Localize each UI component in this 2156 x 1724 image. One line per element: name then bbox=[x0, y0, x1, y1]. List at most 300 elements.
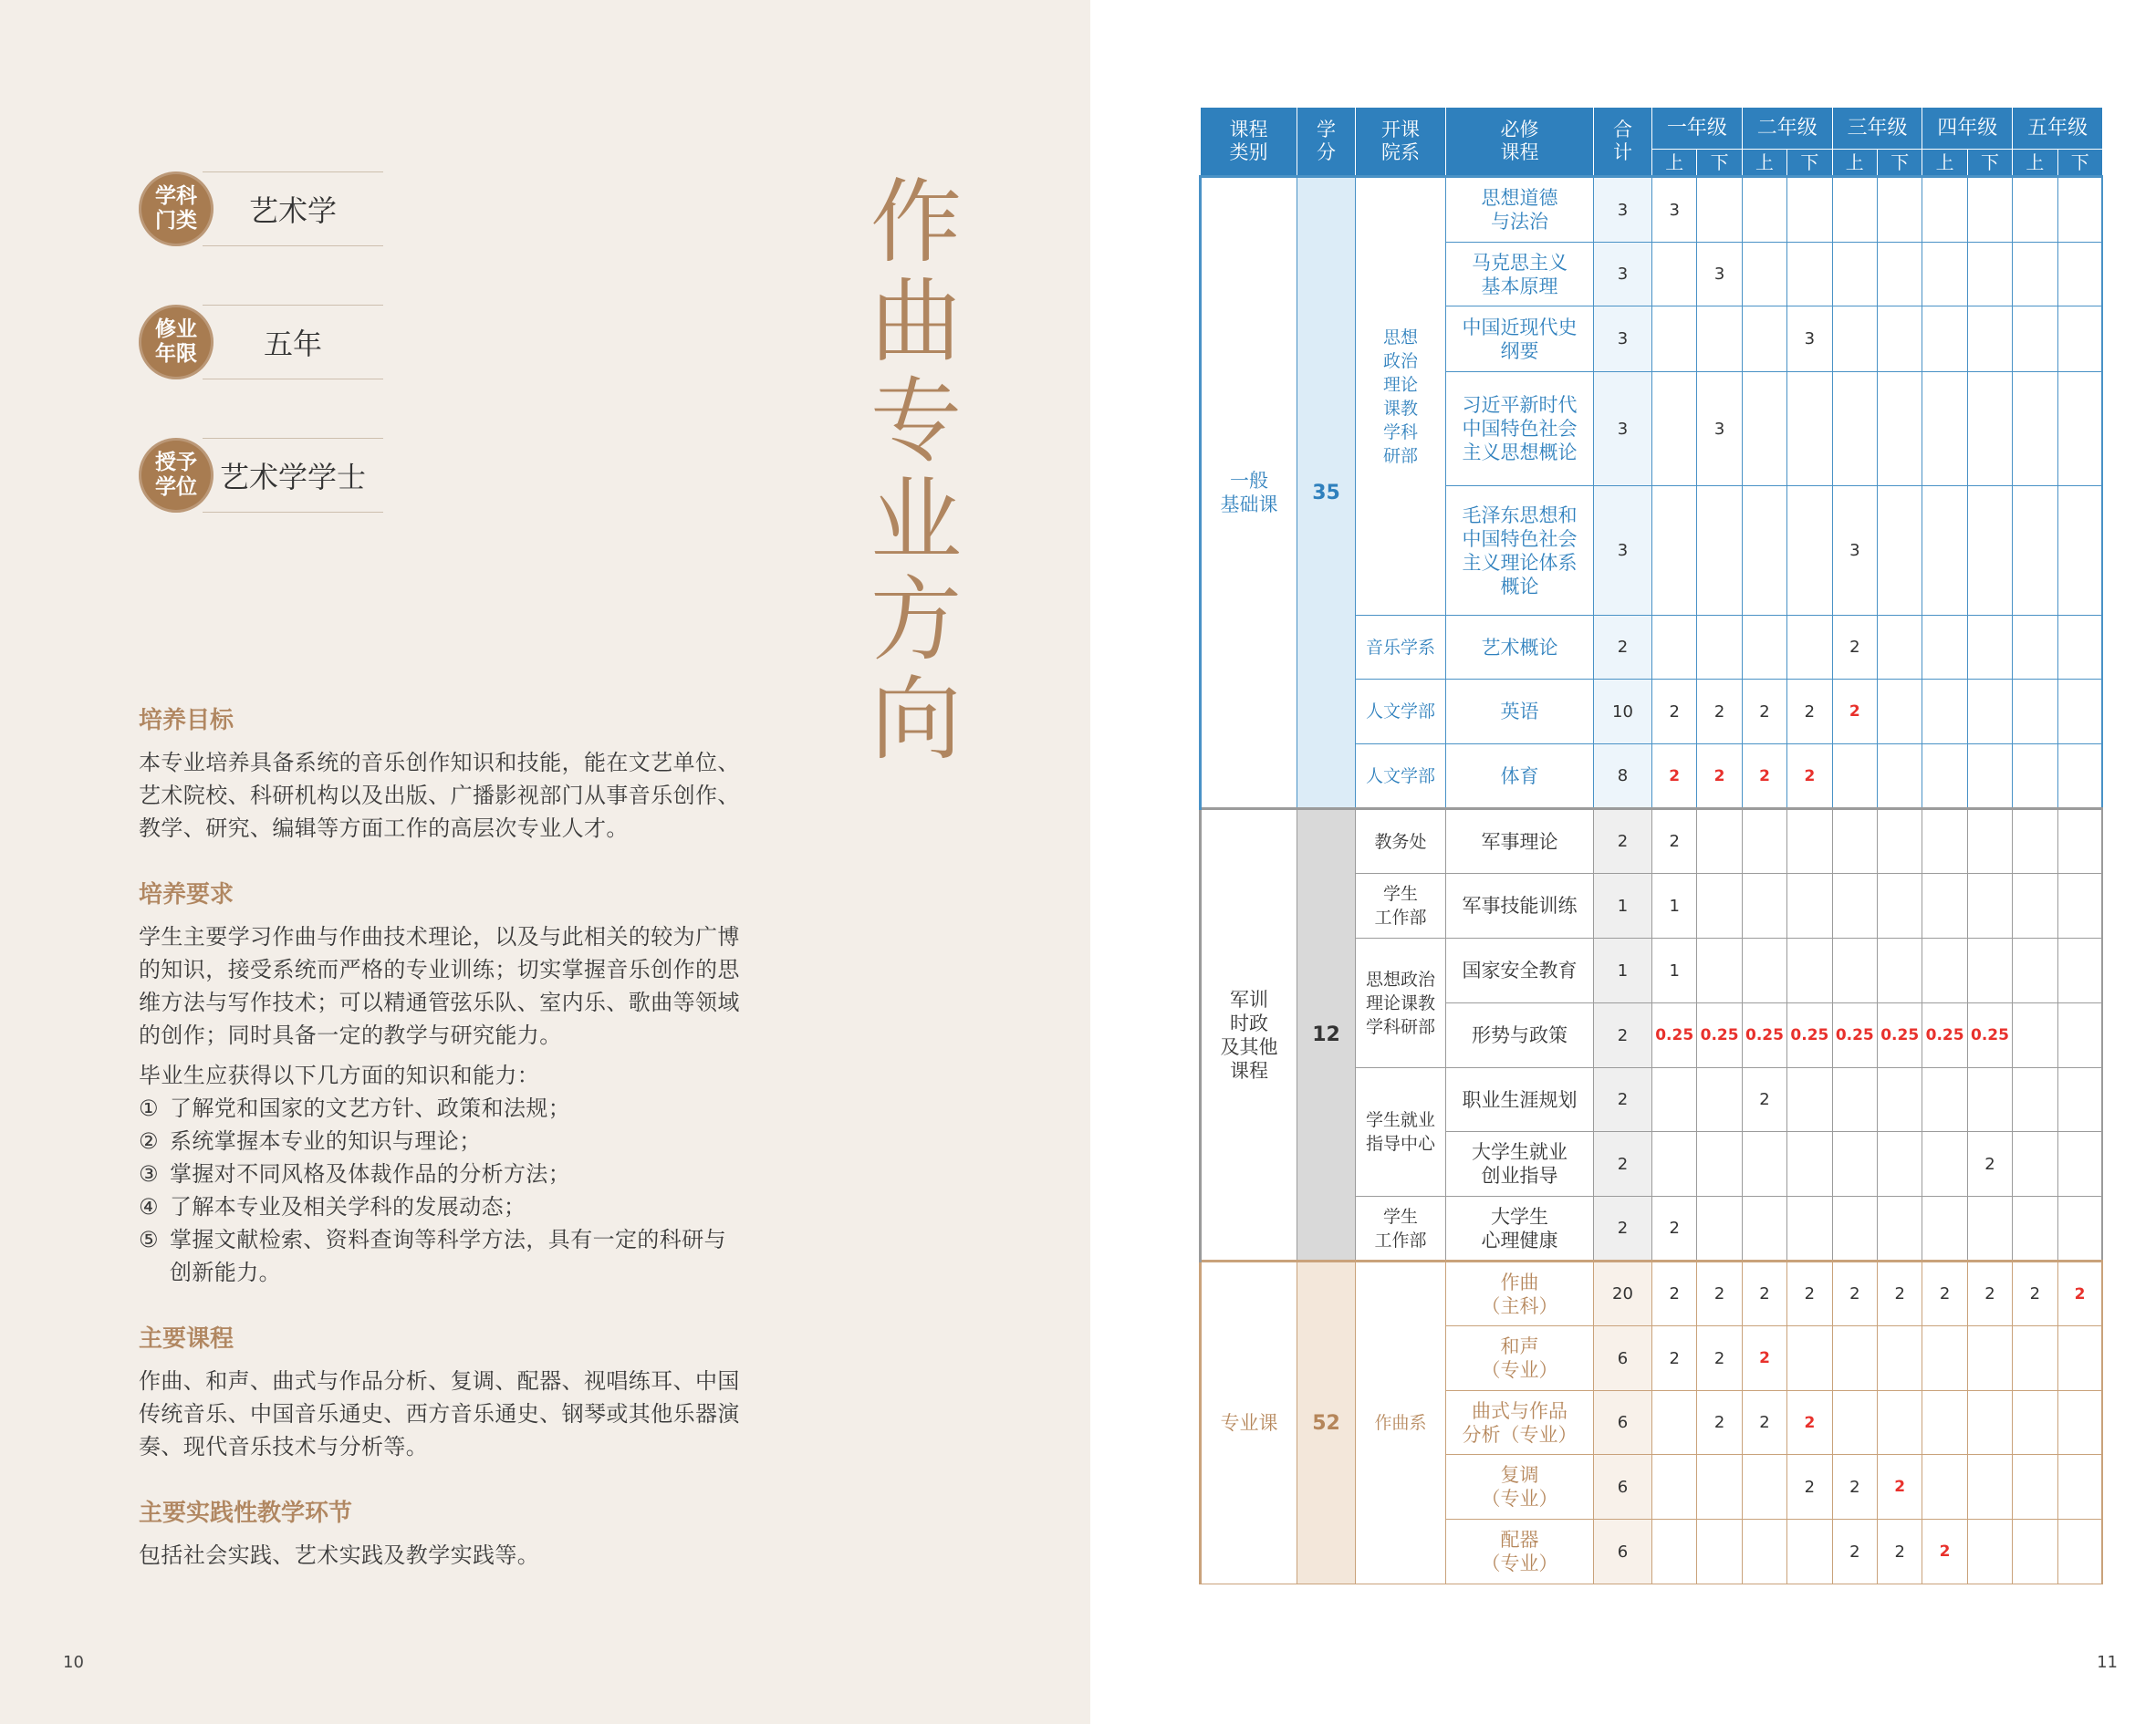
header-department: 开课 院系 bbox=[1356, 108, 1446, 177]
semester-credit-cell bbox=[2057, 372, 2102, 486]
semester-credit-cell: 2 bbox=[1832, 1262, 1877, 1326]
semester-credit-cell: 2 bbox=[1922, 1262, 1967, 1326]
list-item-text bbox=[170, 1190, 526, 1223]
semester-credit-cell bbox=[1742, 874, 1786, 939]
semester-credit-cell: 3 bbox=[1787, 306, 1832, 372]
semester-credit-cell: 2 bbox=[1787, 1391, 1832, 1455]
credits-cell: 35 bbox=[1297, 177, 1356, 809]
duration-value: 五年 bbox=[203, 305, 383, 379]
semester-credit-cell bbox=[1742, 177, 1786, 243]
semester-credit-cell bbox=[1967, 939, 2012, 1003]
header-semester-lower: 下 bbox=[1967, 150, 2012, 177]
semester-credit-cell bbox=[2057, 1455, 2102, 1520]
header-year-4: 四年级 bbox=[1922, 108, 2013, 150]
header-year-2: 二年级 bbox=[1742, 108, 1832, 150]
paragraph-line: 艺术院校、科研机构以及出版、广播影视部门从事音乐创作、 bbox=[139, 783, 740, 808]
course-name-cell: 思想道德 与法治 bbox=[1446, 177, 1594, 243]
course-name-cell: 配器 （专业） bbox=[1446, 1520, 1594, 1584]
course-name-cell: 曲式与作品 分析（专业） bbox=[1446, 1391, 1594, 1455]
semester-credit-cell bbox=[2057, 939, 2102, 1003]
semester-credit-cell bbox=[1967, 1455, 2012, 1520]
list-item-text bbox=[170, 1158, 570, 1190]
header-year-3: 三年级 bbox=[1832, 108, 1922, 150]
semester-credit-cell: 2 bbox=[1832, 1455, 1877, 1520]
semester-credit-cell bbox=[2057, 1326, 2102, 1391]
total-credits-cell: 2 bbox=[1594, 1003, 1652, 1068]
semester-credit-cell bbox=[1697, 1197, 1742, 1262]
semester-credit-cell bbox=[2013, 243, 2057, 306]
semester-credit-cell bbox=[1922, 744, 1967, 809]
section-heading: 主要实践性教学环节 bbox=[139, 1500, 353, 1527]
total-credits-cell: 2 bbox=[1594, 1197, 1652, 1262]
semester-credit-cell bbox=[1922, 939, 1967, 1003]
list-marker: ③ bbox=[139, 1161, 159, 1187]
list-marker: ② bbox=[139, 1128, 159, 1154]
semester-credit-cell bbox=[1652, 243, 1697, 306]
text-section bbox=[139, 1497, 832, 1572]
semester-credit-cell bbox=[1922, 1326, 1967, 1391]
right-page bbox=[1090, 0, 2156, 1724]
semester-credit-cell bbox=[2013, 809, 2057, 874]
total-credits-cell: 2 bbox=[1594, 616, 1652, 680]
course-name-cell: 习近平新时代 中国特色社会 主义思想概论 bbox=[1446, 372, 1594, 486]
paragraph-line: 教学、研究、编辑等方面工作的高层次专业人才。 bbox=[139, 815, 629, 841]
total-credits-cell: 3 bbox=[1594, 486, 1652, 616]
semester-credit-cell bbox=[2013, 1455, 2057, 1520]
semester-credit-cell: 2 bbox=[1697, 680, 1742, 744]
department-cell: 作曲系 bbox=[1356, 1262, 1446, 1584]
list-item-line: 掌握对不同风格及体裁作品的分析方法； bbox=[170, 1161, 571, 1187]
semester-credit-cell: 2 bbox=[1697, 1262, 1742, 1326]
semester-credit-cell bbox=[1967, 177, 2012, 243]
semester-credit-cell bbox=[1832, 1132, 1877, 1197]
semester-credit-cell bbox=[1967, 1520, 2012, 1584]
department-cell: 音乐学系 bbox=[1356, 616, 1446, 680]
total-credits-cell: 8 bbox=[1594, 744, 1652, 809]
semester-credit-cell: 3 bbox=[1697, 372, 1742, 486]
semester-credit-cell: 2 bbox=[1877, 1455, 1922, 1520]
header-semester-lower: 下 bbox=[1697, 150, 1742, 177]
semester-credit-cell bbox=[2013, 1197, 2057, 1262]
credits-cell: 12 bbox=[1297, 809, 1356, 1262]
semester-credit-cell bbox=[1697, 809, 1742, 874]
info-row-degree bbox=[139, 438, 383, 513]
list-marker: ④ bbox=[139, 1194, 159, 1220]
total-credits-cell: 3 bbox=[1594, 177, 1652, 243]
course-name-cell: 职业生涯规划 bbox=[1446, 1068, 1594, 1132]
discipline-value: 艺术学 bbox=[203, 171, 383, 246]
list-item-line: 创新能力。 bbox=[170, 1260, 281, 1285]
text-section bbox=[139, 1323, 832, 1463]
total-credits-cell: 2 bbox=[1594, 1132, 1652, 1197]
semester-credit-cell: 3 bbox=[1652, 177, 1697, 243]
semester-credit-cell bbox=[2057, 1132, 2102, 1197]
semester-credit-cell bbox=[1877, 243, 1922, 306]
semester-credit-cell bbox=[1877, 1391, 1922, 1455]
semester-credit-cell: 2 bbox=[1697, 744, 1742, 809]
total-credits-cell: 6 bbox=[1594, 1455, 1652, 1520]
page-number-left: 10 bbox=[63, 1653, 84, 1672]
semester-credit-cell bbox=[1877, 1197, 1922, 1262]
course-name-cell: 形势与政策 bbox=[1446, 1003, 1594, 1068]
program-description bbox=[139, 704, 832, 1572]
semester-credit-cell: 2 bbox=[1652, 680, 1697, 744]
semester-credit-cell: 0.25 bbox=[1967, 1003, 2012, 1068]
paragraph-line: 的知识，接受系统而严格的专业训练；切实掌握音乐创作的思 bbox=[139, 957, 740, 982]
paragraph-line: 维方法与写作技术；可以精通管弦乐队、室内乐、歌曲等领域 bbox=[139, 990, 740, 1015]
semester-credit-cell bbox=[1787, 1068, 1832, 1132]
course-name-cell: 英语 bbox=[1446, 680, 1594, 744]
list-item-line: 系统掌握本专业的知识与理论； bbox=[170, 1128, 482, 1154]
semester-credit-cell bbox=[1967, 372, 2012, 486]
semester-credit-cell bbox=[1787, 243, 1832, 306]
total-credits-cell: 6 bbox=[1594, 1520, 1652, 1584]
info-row-duration bbox=[139, 305, 383, 379]
semester-credit-cell bbox=[1877, 680, 1922, 744]
semester-credit-cell bbox=[1742, 486, 1786, 616]
semester-credit-cell bbox=[1967, 1391, 2012, 1455]
semester-credit-cell bbox=[1922, 874, 1967, 939]
header-semester-upper: 上 bbox=[2013, 150, 2057, 177]
paragraph-line: 包括社会实践、艺术实践及教学实践等。 bbox=[139, 1542, 540, 1568]
course-name-cell: 军事理论 bbox=[1446, 809, 1594, 874]
semester-credit-cell bbox=[2057, 809, 2102, 874]
department-cell: 思想 政治 理论 课教 学科 研部 bbox=[1356, 177, 1446, 616]
info-row-discipline bbox=[139, 171, 383, 246]
semester-credit-cell: 0.25 bbox=[1877, 1003, 1922, 1068]
text-section bbox=[139, 704, 832, 845]
course-name-cell: 军事技能训练 bbox=[1446, 874, 1594, 939]
course-name-cell: 作曲 （主科） bbox=[1446, 1262, 1594, 1326]
semester-credit-cell bbox=[1832, 1197, 1877, 1262]
semester-credit-cell bbox=[1742, 1132, 1786, 1197]
table-section bbox=[1201, 177, 2103, 809]
paragraph-line: 学生主要学习作曲与作曲技术理论，以及与此相关的较为广博 bbox=[139, 924, 740, 950]
semester-credit-cell bbox=[2013, 1326, 2057, 1391]
semester-credit-cell bbox=[1697, 1068, 1742, 1132]
total-credits-cell: 2 bbox=[1594, 809, 1652, 874]
semester-credit-cell: 2 bbox=[1652, 809, 1697, 874]
list-marker: ① bbox=[139, 1096, 159, 1121]
course-name-cell: 大学生 心理健康 bbox=[1446, 1197, 1594, 1262]
table-row bbox=[1201, 809, 2103, 874]
semester-credit-cell bbox=[1922, 1455, 1967, 1520]
course-name-cell: 马克思主义 基本原理 bbox=[1446, 243, 1594, 306]
semester-credit-cell bbox=[1877, 744, 1922, 809]
semester-credit-cell bbox=[1877, 874, 1922, 939]
semester-credit-cell bbox=[1742, 243, 1786, 306]
total-credits-cell: 20 bbox=[1594, 1262, 1652, 1326]
semester-credit-cell bbox=[1922, 177, 1967, 243]
semester-credit-cell bbox=[1787, 1520, 1832, 1584]
semester-credit-cell bbox=[1967, 874, 2012, 939]
semester-credit-cell bbox=[1922, 1132, 1967, 1197]
semester-credit-cell: 2 bbox=[1967, 1262, 2012, 1326]
semester-credit-cell bbox=[2013, 1391, 2057, 1455]
semester-credit-cell bbox=[1697, 1455, 1742, 1520]
semester-credit-cell bbox=[2057, 680, 2102, 744]
section-heading: 主要课程 bbox=[139, 1325, 234, 1353]
semester-credit-cell: 3 bbox=[1832, 486, 1877, 616]
paragraph-line: 传统音乐、中国音乐通史、西方音乐通史、钢琴或其他乐器演 bbox=[139, 1401, 740, 1427]
semester-credit-cell bbox=[1877, 616, 1922, 680]
semester-credit-cell bbox=[1832, 177, 1877, 243]
semester-credit-cell: 2 bbox=[1742, 1262, 1786, 1326]
semester-credit-cell: 2 bbox=[1652, 744, 1697, 809]
paragraph bbox=[139, 1365, 832, 1463]
list-item-text bbox=[170, 1125, 482, 1158]
semester-credit-cell: 2 bbox=[1877, 1262, 1922, 1326]
semester-credit-cell bbox=[1652, 1520, 1697, 1584]
total-credits-cell: 3 bbox=[1594, 372, 1652, 486]
semester-credit-cell bbox=[2013, 1068, 2057, 1132]
semester-credit-cell bbox=[2013, 486, 2057, 616]
table-row bbox=[1201, 177, 2103, 243]
header-row-years bbox=[1201, 108, 2103, 150]
degree-value: 艺术学学士 bbox=[203, 438, 383, 513]
semester-credit-cell: 2 bbox=[1922, 1520, 1967, 1584]
semester-credit-cell bbox=[1877, 1132, 1922, 1197]
semester-credit-cell: 1 bbox=[1652, 874, 1697, 939]
semester-credit-cell bbox=[2057, 616, 2102, 680]
semester-credit-cell: 2 bbox=[1787, 1262, 1832, 1326]
semester-credit-cell bbox=[1742, 939, 1786, 1003]
semester-credit-cell bbox=[1832, 306, 1877, 372]
semester-credit-cell bbox=[2013, 1132, 2057, 1197]
table-row bbox=[1201, 1262, 2103, 1326]
discipline-badge: 学科 门类 bbox=[139, 171, 214, 246]
semester-credit-cell bbox=[2057, 744, 2102, 809]
course-name-cell: 和声 （专业） bbox=[1446, 1326, 1594, 1391]
semester-credit-cell bbox=[1787, 1197, 1832, 1262]
semester-credit-cell bbox=[2013, 1003, 2057, 1068]
semester-credit-cell bbox=[1832, 1391, 1877, 1455]
table-section bbox=[1201, 809, 2103, 1262]
semester-credit-cell bbox=[1967, 243, 2012, 306]
list-item bbox=[139, 1190, 832, 1223]
semester-credit-cell bbox=[1922, 1391, 1967, 1455]
department-cell: 人文学部 bbox=[1356, 744, 1446, 809]
list-item bbox=[139, 1223, 832, 1289]
list-item bbox=[139, 1125, 832, 1158]
semester-credit-cell bbox=[1922, 1197, 1967, 1262]
ability-list bbox=[139, 1092, 832, 1289]
semester-credit-cell bbox=[1742, 1520, 1786, 1584]
semester-credit-cell bbox=[1697, 1132, 1742, 1197]
semester-credit-cell bbox=[1787, 809, 1832, 874]
paragraph bbox=[139, 1059, 832, 1092]
semester-credit-cell bbox=[2013, 939, 2057, 1003]
total-credits-cell: 6 bbox=[1594, 1391, 1652, 1455]
semester-credit-cell bbox=[1877, 1068, 1922, 1132]
semester-credit-cell bbox=[2057, 1520, 2102, 1584]
section-heading: 培养要求 bbox=[139, 881, 234, 909]
department-cell: 思想政治 理论课教 学科研部 bbox=[1356, 939, 1446, 1068]
total-credits-cell: 3 bbox=[1594, 306, 1652, 372]
course-category-cell: 军训 时政 及其他 课程 bbox=[1201, 809, 1297, 1262]
semester-credit-cell bbox=[1922, 1068, 1967, 1132]
total-credits-cell: 1 bbox=[1594, 874, 1652, 939]
semester-credit-cell: 2 bbox=[1787, 744, 1832, 809]
page-title: 作曲专业方向 bbox=[855, 173, 962, 770]
list-item bbox=[139, 1092, 832, 1125]
section-heading: 培养目标 bbox=[139, 707, 234, 734]
semester-credit-cell bbox=[2013, 306, 2057, 372]
header-semester-upper: 上 bbox=[1832, 150, 1877, 177]
semester-credit-cell bbox=[1697, 177, 1742, 243]
semester-credit-cell bbox=[1697, 1520, 1742, 1584]
semester-credit-cell: 2 bbox=[1787, 1455, 1832, 1520]
semester-credit-cell: 2 bbox=[1742, 1391, 1786, 1455]
semester-credit-cell: 2 bbox=[1697, 1391, 1742, 1455]
semester-credit-cell: 2 bbox=[1742, 1326, 1786, 1391]
semester-credit-cell: 2 bbox=[1652, 1262, 1697, 1326]
semester-credit-cell bbox=[1922, 809, 1967, 874]
semester-credit-cell: 2 bbox=[1787, 680, 1832, 744]
semester-credit-cell bbox=[1652, 1391, 1697, 1455]
course-category-cell: 一般 基础课 bbox=[1201, 177, 1297, 809]
semester-credit-cell bbox=[1742, 616, 1786, 680]
semester-credit-cell bbox=[1877, 306, 1922, 372]
semester-credit-cell: 0.25 bbox=[1922, 1003, 1967, 1068]
semester-credit-cell bbox=[1787, 372, 1832, 486]
semester-credit-cell: 2 bbox=[1652, 1326, 1697, 1391]
semester-credit-cell: 2 bbox=[2013, 1262, 2057, 1326]
header-semester-upper: 上 bbox=[1652, 150, 1697, 177]
semester-credit-cell bbox=[2057, 1003, 2102, 1068]
semester-credit-cell: 0.25 bbox=[1787, 1003, 1832, 1068]
paragraph-line: 作曲、和声、曲式与作品分析、复调、配器、视唱练耳、中国 bbox=[139, 1368, 740, 1394]
semester-credit-cell bbox=[2057, 177, 2102, 243]
semester-credit-cell bbox=[1967, 616, 2012, 680]
semester-credit-cell bbox=[1742, 809, 1786, 874]
semester-credit-cell: 0.25 bbox=[1742, 1003, 1786, 1068]
semester-credit-cell: 2 bbox=[1697, 1326, 1742, 1391]
department-cell: 学生就业 指导中心 bbox=[1356, 1068, 1446, 1197]
semester-credit-cell bbox=[2013, 372, 2057, 486]
semester-credit-cell bbox=[1967, 1326, 2012, 1391]
semester-credit-cell bbox=[2057, 1197, 2102, 1262]
semester-credit-cell: 2 bbox=[1832, 616, 1877, 680]
page-number-right: 11 bbox=[2097, 1653, 2118, 1672]
semester-credit-cell bbox=[1922, 243, 1967, 306]
course-name-cell: 中国近现代史 纲要 bbox=[1446, 306, 1594, 372]
list-item-line: 了解本专业及相关学科的发展动态； bbox=[170, 1194, 526, 1220]
semester-credit-cell bbox=[1787, 939, 1832, 1003]
semester-credit-cell bbox=[2057, 243, 2102, 306]
total-credits-cell: 2 bbox=[1594, 1068, 1652, 1132]
total-credits-cell: 1 bbox=[1594, 939, 1652, 1003]
semester-credit-cell bbox=[1877, 486, 1922, 616]
text-section bbox=[139, 878, 832, 1289]
semester-credit-cell bbox=[1877, 1326, 1922, 1391]
list-item-line: 了解党和国家的文艺方针、政策和法规； bbox=[170, 1096, 571, 1121]
semester-credit-cell bbox=[1967, 306, 2012, 372]
semester-credit-cell bbox=[1652, 486, 1697, 616]
semester-credit-cell bbox=[1652, 306, 1697, 372]
semester-credit-cell bbox=[1787, 1326, 1832, 1391]
list-marker: ⑤ bbox=[139, 1227, 159, 1252]
course-name-cell: 毛泽东思想和 中国特色社会 主义理论体系 概论 bbox=[1446, 486, 1594, 616]
semester-credit-cell bbox=[1787, 1132, 1832, 1197]
semester-credit-cell: 2 bbox=[1742, 744, 1786, 809]
semester-credit-cell bbox=[1742, 306, 1786, 372]
department-cell: 学生 工作部 bbox=[1356, 874, 1446, 939]
header-semester-upper: 上 bbox=[1742, 150, 1786, 177]
semester-credit-cell bbox=[1697, 939, 1742, 1003]
semester-credit-cell bbox=[2013, 744, 2057, 809]
semester-credit-cell bbox=[1967, 744, 2012, 809]
paragraph bbox=[139, 746, 832, 845]
semester-credit-cell: 2 bbox=[1832, 1520, 1877, 1584]
semester-credit-cell bbox=[1787, 177, 1832, 243]
total-credits-cell: 6 bbox=[1594, 1326, 1652, 1391]
semester-credit-cell bbox=[1832, 744, 1877, 809]
paragraph-line: 奏、现代音乐技术与分析等。 bbox=[139, 1434, 429, 1459]
semester-credit-cell bbox=[1922, 616, 1967, 680]
list-item bbox=[139, 1158, 832, 1190]
header-category: 课程 类别 bbox=[1201, 108, 1297, 177]
semester-credit-cell: 1 bbox=[1652, 939, 1697, 1003]
semester-credit-cell bbox=[1922, 486, 1967, 616]
semester-credit-cell bbox=[1697, 306, 1742, 372]
semester-credit-cell bbox=[1922, 306, 1967, 372]
semester-credit-cell bbox=[1832, 372, 1877, 486]
semester-credit-cell bbox=[1967, 680, 2012, 744]
semester-credit-cell bbox=[1967, 1068, 2012, 1132]
semester-credit-cell: 0.25 bbox=[1832, 1003, 1877, 1068]
semester-credit-cell bbox=[1652, 372, 1697, 486]
department-cell: 人文学部 bbox=[1356, 680, 1446, 744]
header-course: 必修 课程 bbox=[1446, 108, 1594, 177]
semester-credit-cell: 2 bbox=[1877, 1520, 1922, 1584]
semester-credit-cell bbox=[1697, 486, 1742, 616]
list-item-text bbox=[170, 1092, 570, 1125]
semester-credit-cell bbox=[1832, 1068, 1877, 1132]
semester-credit-cell bbox=[1967, 809, 2012, 874]
header-total: 合 计 bbox=[1594, 108, 1652, 177]
semester-credit-cell: 2 bbox=[2057, 1262, 2102, 1326]
semester-credit-cell bbox=[1832, 1326, 1877, 1391]
semester-credit-cell bbox=[2057, 1068, 2102, 1132]
semester-credit-cell bbox=[1652, 1068, 1697, 1132]
semester-credit-cell bbox=[1787, 874, 1832, 939]
semester-credit-cell: 0.25 bbox=[1652, 1003, 1697, 1068]
course-name-cell: 大学生就业 创业指导 bbox=[1446, 1132, 1594, 1197]
semester-credit-cell bbox=[1922, 680, 1967, 744]
table-section bbox=[1201, 1262, 2103, 1584]
semester-credit-cell bbox=[2057, 874, 2102, 939]
semester-credit-cell bbox=[1742, 1197, 1786, 1262]
semester-credit-cell bbox=[1742, 372, 1786, 486]
department-cell: 教务处 bbox=[1356, 809, 1446, 874]
semester-credit-cell bbox=[1697, 616, 1742, 680]
semester-credit-cell bbox=[1652, 616, 1697, 680]
semester-credit-cell bbox=[2013, 874, 2057, 939]
semester-credit-cell bbox=[1832, 939, 1877, 1003]
semester-credit-cell bbox=[1832, 243, 1877, 306]
semester-credit-cell bbox=[1922, 372, 1967, 486]
semester-credit-cell bbox=[1697, 874, 1742, 939]
semester-credit-cell bbox=[1787, 616, 1832, 680]
course-name-cell: 国家安全教育 bbox=[1446, 939, 1594, 1003]
header-semester-lower: 下 bbox=[2057, 150, 2102, 177]
list-item-text bbox=[170, 1223, 726, 1289]
semester-credit-cell bbox=[1967, 486, 2012, 616]
duration-badge: 修业 年限 bbox=[139, 305, 214, 379]
semester-credit-cell: 2 bbox=[1652, 1197, 1697, 1262]
paragraph bbox=[139, 920, 832, 1052]
